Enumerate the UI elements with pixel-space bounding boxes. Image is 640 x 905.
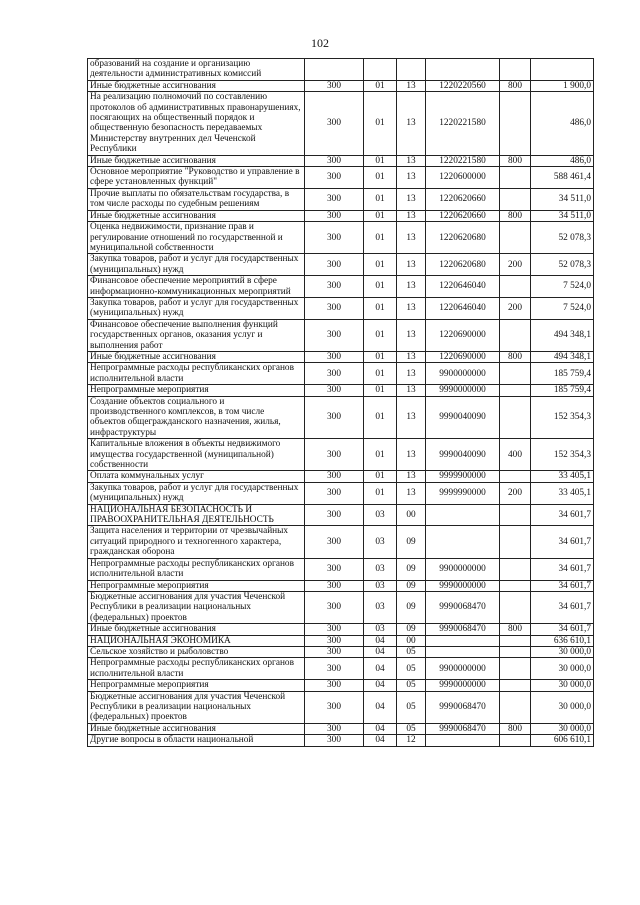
cell-csr: 1220221580 — [426, 155, 500, 166]
table-row — [88, 254, 594, 276]
cell-csr — [426, 504, 500, 526]
table-row — [88, 80, 594, 91]
cell-csr: 1220221580 — [426, 92, 500, 155]
cell-sum: 33 405,1 — [531, 482, 594, 504]
cell-csr: 9990000000 — [426, 680, 500, 691]
cell-vr — [500, 580, 531, 591]
table-row — [88, 210, 594, 221]
cell-csr: 9990000000 — [426, 580, 500, 591]
cell-sum: 52 078,3 — [531, 254, 594, 276]
cell-vr: 800 — [500, 80, 531, 91]
cell-csr: 9990068470 — [426, 691, 500, 723]
cell-csr: 1220620680 — [426, 254, 500, 276]
cell-pr: 05 — [397, 658, 426, 680]
cell-pr: 13 — [397, 188, 426, 210]
table-row — [88, 658, 594, 680]
cell-sum: 486,0 — [531, 92, 594, 155]
table-row — [88, 504, 594, 526]
cell-pr: 13 — [397, 210, 426, 221]
cell-sum: 30 000,0 — [531, 658, 594, 680]
cell-name: Капитальные вложения в объекты недвижимого имущества государственной (муниципальной) собственности — [88, 439, 305, 471]
cell-name: Закупка товаров, работ и услуг для государственных (муниципальных) нужд — [88, 297, 305, 319]
cell-name: Сельское хозяйство и рыболовство — [88, 646, 305, 657]
cell-pr: 13 — [397, 351, 426, 362]
table-row — [88, 723, 594, 734]
cell-vr — [500, 691, 531, 723]
cell-rz: 03 — [364, 580, 397, 591]
cell-csr: 1220690000 — [426, 319, 500, 351]
cell-name: Оплата коммунальных услуг — [88, 471, 305, 482]
table-row — [88, 385, 594, 396]
cell-vr — [500, 471, 531, 482]
cell-rz: 03 — [364, 504, 397, 526]
cell-ved: 300 — [305, 439, 364, 471]
cell-csr — [426, 59, 500, 81]
cell-ved: 300 — [305, 254, 364, 276]
cell-pr: 05 — [397, 723, 426, 734]
cell-rz: 03 — [364, 591, 397, 623]
table-row — [88, 482, 594, 504]
cell-rz: 01 — [364, 363, 397, 385]
cell-rz: 01 — [364, 319, 397, 351]
cell-rz — [364, 59, 397, 81]
cell-rz: 01 — [364, 80, 397, 91]
cell-name: Другие вопросы в области национальной — [88, 735, 305, 746]
cell-ved: 300 — [305, 396, 364, 439]
cell-ved: 300 — [305, 526, 364, 558]
cell-rz: 01 — [364, 92, 397, 155]
cell-sum: 494 348,1 — [531, 319, 594, 351]
cell-name: Закупка товаров, работ и услуг для государственных (муниципальных) нужд — [88, 254, 305, 276]
cell-ved: 300 — [305, 691, 364, 723]
table-row — [88, 735, 594, 746]
cell-pr: 13 — [397, 297, 426, 319]
cell-vr — [500, 396, 531, 439]
cell-ved: 300 — [305, 319, 364, 351]
cell-pr: 13 — [397, 363, 426, 385]
cell-rz: 04 — [364, 658, 397, 680]
cell-vr: 800 — [500, 723, 531, 734]
cell-name: Защита населения и территории от чрезвычайных ситуаций природного и техногенного характера, гражданская оборона — [88, 526, 305, 558]
cell-sum: 30 000,0 — [531, 723, 594, 734]
cell-vr — [500, 658, 531, 680]
cell-ved — [305, 59, 364, 81]
cell-sum: 588 461,4 — [531, 167, 594, 189]
cell-ved: 300 — [305, 385, 364, 396]
cell-ved: 300 — [305, 351, 364, 362]
cell-rz: 01 — [364, 210, 397, 221]
cell-csr: 9900000000 — [426, 658, 500, 680]
table-row — [88, 222, 594, 254]
cell-sum: 185 759,4 — [531, 385, 594, 396]
cell-rz: 04 — [364, 735, 397, 746]
cell-csr: 1220646040 — [426, 276, 500, 298]
cell-name: НАЦИОНАЛЬНАЯ БЕЗОПАСНОСТЬ И ПРАВООХРАНИТЕЛЬНАЯ ДЕЯТЕЛЬНОСТЬ — [88, 504, 305, 526]
cell-csr: 1220690000 — [426, 351, 500, 362]
cell-ved: 300 — [305, 624, 364, 635]
cell-pr: 00 — [397, 635, 426, 646]
cell-pr: 13 — [397, 385, 426, 396]
cell-pr: 09 — [397, 580, 426, 591]
cell-sum: 152 354,3 — [531, 439, 594, 471]
cell-csr: 9900000000 — [426, 558, 500, 580]
cell-csr: 9990000000 — [426, 385, 500, 396]
cell-vr: 400 — [500, 439, 531, 471]
cell-pr: 05 — [397, 646, 426, 657]
cell-vr: 200 — [500, 254, 531, 276]
cell-vr — [500, 646, 531, 657]
cell-name: Финансовое обеспечение мероприятий в сфере информационно-коммуникационных мероприятий — [88, 276, 305, 298]
table-row — [88, 646, 594, 657]
cell-ved: 300 — [305, 92, 364, 155]
cell-sum: 185 759,4 — [531, 363, 594, 385]
cell-vr — [500, 680, 531, 691]
cell-name: Закупка товаров, работ и услуг для государственных (муниципальных) нужд — [88, 482, 305, 504]
cell-name: Иные бюджетные ассигнования — [88, 155, 305, 166]
cell-vr: 800 — [500, 210, 531, 221]
cell-csr: 9990068470 — [426, 624, 500, 635]
cell-csr: 1220620660 — [426, 210, 500, 221]
cell-ved: 300 — [305, 735, 364, 746]
cell-rz: 01 — [364, 297, 397, 319]
cell-pr: 12 — [397, 735, 426, 746]
cell-name: Непрограммные расходы республиканских органов исполнительной власти — [88, 558, 305, 580]
cell-vr: 200 — [500, 297, 531, 319]
cell-pr: 05 — [397, 691, 426, 723]
table-row — [88, 188, 594, 210]
table-row — [88, 526, 594, 558]
cell-pr: 13 — [397, 80, 426, 91]
table-row — [88, 471, 594, 482]
cell-name: Непрограммные расходы республиканских органов исполнительной власти — [88, 658, 305, 680]
cell-vr: 800 — [500, 155, 531, 166]
cell-csr: 9990068470 — [426, 723, 500, 734]
cell-vr: 800 — [500, 624, 531, 635]
cell-pr: 09 — [397, 591, 426, 623]
cell-vr — [500, 276, 531, 298]
cell-name: Создание объектов социального и производственного комплексов, в том числе объектов общегражданского назначения, жилья, инфраструктуры — [88, 396, 305, 439]
cell-name: Оценка недвижимости, признание прав и регулирование отношений по государственной и муниципальной собственности — [88, 222, 305, 254]
cell-name: Бюджетные ассигнования для участия Чеченской Республики в реализации национальных (федеральных) проектов — [88, 591, 305, 623]
cell-ved: 300 — [305, 723, 364, 734]
cell-ved: 300 — [305, 558, 364, 580]
cell-pr: 13 — [397, 254, 426, 276]
cell-pr: 13 — [397, 167, 426, 189]
table-row — [88, 591, 594, 623]
cell-csr: 9990040090 — [426, 439, 500, 471]
cell-sum: 34 601,7 — [531, 624, 594, 635]
cell-csr: 9900000000 — [426, 363, 500, 385]
cell-vr — [500, 526, 531, 558]
table-row — [88, 439, 594, 471]
cell-rz: 03 — [364, 526, 397, 558]
table-row — [88, 297, 594, 319]
cell-csr — [426, 735, 500, 746]
cell-rz: 01 — [364, 276, 397, 298]
cell-csr: 9999990000 — [426, 482, 500, 504]
cell-name: образований на создание и организацию деятельности административных комиссий — [88, 59, 305, 81]
cell-rz: 01 — [364, 439, 397, 471]
cell-name: Бюджетные ассигнования для участия Чеченской Республики в реализации национальных (федеральных) проектов — [88, 691, 305, 723]
cell-sum: 30 000,0 — [531, 680, 594, 691]
cell-rz: 01 — [364, 471, 397, 482]
cell-pr: 13 — [397, 276, 426, 298]
cell-pr: 05 — [397, 680, 426, 691]
cell-name: Прочие выплаты по обязательствам государства, в том числе расходы по судебным решениям — [88, 188, 305, 210]
cell-ved: 300 — [305, 188, 364, 210]
cell-ved: 300 — [305, 471, 364, 482]
cell-name: НАЦИОНАЛЬНАЯ ЭКОНОМИКА — [88, 635, 305, 646]
cell-rz: 04 — [364, 680, 397, 691]
budget-table — [87, 58, 594, 747]
cell-csr: 1220620660 — [426, 188, 500, 210]
table-row — [88, 92, 594, 155]
cell-pr: 09 — [397, 558, 426, 580]
cell-rz: 01 — [364, 254, 397, 276]
cell-ved: 300 — [305, 658, 364, 680]
cell-sum: 1 900,0 — [531, 80, 594, 91]
cell-csr — [426, 526, 500, 558]
table-row — [88, 624, 594, 635]
cell-ved: 300 — [305, 635, 364, 646]
cell-ved: 300 — [305, 504, 364, 526]
cell-sum: 486,0 — [531, 155, 594, 166]
cell-rz: 03 — [364, 624, 397, 635]
cell-csr — [426, 635, 500, 646]
cell-name: Непрограммные мероприятия — [88, 385, 305, 396]
cell-ved: 300 — [305, 80, 364, 91]
cell-sum: 30 000,0 — [531, 691, 594, 723]
cell-pr: 13 — [397, 155, 426, 166]
cell-pr: 00 — [397, 504, 426, 526]
cell-rz: 01 — [364, 188, 397, 210]
cell-pr: 13 — [397, 439, 426, 471]
table-row — [88, 691, 594, 723]
cell-name: Иные бюджетные ассигнования — [88, 210, 305, 221]
cell-rz: 01 — [364, 482, 397, 504]
cell-rz: 03 — [364, 558, 397, 580]
table-row — [88, 351, 594, 362]
cell-vr — [500, 92, 531, 155]
cell-csr: 9990068470 — [426, 591, 500, 623]
table-row — [88, 396, 594, 439]
cell-csr: 1220620680 — [426, 222, 500, 254]
table-row — [88, 276, 594, 298]
cell-pr — [397, 59, 426, 81]
cell-ved: 300 — [305, 646, 364, 657]
cell-ved: 300 — [305, 591, 364, 623]
cell-pr: 13 — [397, 222, 426, 254]
cell-vr — [500, 591, 531, 623]
cell-rz: 01 — [364, 351, 397, 362]
cell-ved: 300 — [305, 222, 364, 254]
cell-ved: 300 — [305, 155, 364, 166]
cell-name: Непрограммные мероприятия — [88, 680, 305, 691]
cell-sum: 152 354,3 — [531, 396, 594, 439]
cell-sum: 34 511,0 — [531, 210, 594, 221]
cell-ved: 300 — [305, 210, 364, 221]
cell-vr — [500, 504, 531, 526]
cell-csr — [426, 646, 500, 657]
cell-vr — [500, 385, 531, 396]
cell-pr: 13 — [397, 482, 426, 504]
cell-name: Непрограммные расходы республиканских органов исполнительной власти — [88, 363, 305, 385]
cell-vr — [500, 363, 531, 385]
cell-sum: 7 524,0 — [531, 276, 594, 298]
table-row — [88, 580, 594, 591]
cell-sum: 34 601,7 — [531, 526, 594, 558]
cell-sum: 34 601,7 — [531, 591, 594, 623]
cell-name: На реализацию полномочий по составлению протоколов об административных правонарушениях, посягающих на общественный порядок и общественную безопасность передаваемых Министерству внутренних дел Чеченской Республики — [88, 92, 305, 155]
cell-vr — [500, 319, 531, 351]
cell-name: Иные бюджетные ассигнования — [88, 80, 305, 91]
cell-sum: 30 000,0 — [531, 646, 594, 657]
table-row — [88, 167, 594, 189]
cell-rz: 01 — [364, 167, 397, 189]
cell-ved: 300 — [305, 680, 364, 691]
table-row — [88, 635, 594, 646]
cell-pr: 13 — [397, 396, 426, 439]
cell-rz: 04 — [364, 635, 397, 646]
table-row — [88, 319, 594, 351]
cell-sum — [531, 59, 594, 81]
cell-rz: 01 — [364, 396, 397, 439]
cell-name: Иные бюджетные ассигнования — [88, 723, 305, 734]
cell-csr: 9999900000 — [426, 471, 500, 482]
cell-rz: 04 — [364, 723, 397, 734]
cell-rz: 04 — [364, 691, 397, 723]
cell-sum: 34 601,7 — [531, 504, 594, 526]
cell-sum: 34 601,7 — [531, 558, 594, 580]
table-row — [88, 59, 594, 81]
cell-vr — [500, 558, 531, 580]
cell-name: Непрограммные мероприятия — [88, 580, 305, 591]
table-row — [88, 155, 594, 166]
cell-vr: 200 — [500, 482, 531, 504]
cell-sum: 34 511,0 — [531, 188, 594, 210]
cell-csr: 1220646040 — [426, 297, 500, 319]
cell-name: Основное мероприятие "Руководство и управление в сфере установленных функций" — [88, 167, 305, 189]
cell-rz: 04 — [364, 646, 397, 657]
table-row — [88, 680, 594, 691]
cell-name: Финансовое обеспечение выполнения функций государственных органов, оказания услуг и выполнения работ — [88, 319, 305, 351]
table-row — [88, 558, 594, 580]
cell-rz: 01 — [364, 155, 397, 166]
cell-rz: 01 — [364, 222, 397, 254]
cell-pr: 13 — [397, 471, 426, 482]
cell-csr: 9990040090 — [426, 396, 500, 439]
cell-pr: 13 — [397, 92, 426, 155]
cell-pr: 09 — [397, 624, 426, 635]
cell-vr — [500, 167, 531, 189]
cell-vr — [500, 735, 531, 746]
cell-sum: 606 610,1 — [531, 735, 594, 746]
cell-vr — [500, 188, 531, 210]
cell-pr: 13 — [397, 319, 426, 351]
cell-ved: 300 — [305, 363, 364, 385]
page-number: 102 — [311, 36, 329, 50]
cell-sum: 33 405,1 — [531, 471, 594, 482]
cell-name: Иные бюджетные ассигнования — [88, 351, 305, 362]
cell-sum: 494 348,1 — [531, 351, 594, 362]
cell-sum: 34 601,7 — [531, 580, 594, 591]
table-row — [88, 363, 594, 385]
cell-ved: 300 — [305, 167, 364, 189]
cell-ved: 300 — [305, 276, 364, 298]
cell-vr: 800 — [500, 351, 531, 362]
cell-vr — [500, 222, 531, 254]
cell-vr — [500, 635, 531, 646]
cell-sum: 52 078,3 — [531, 222, 594, 254]
cell-sum: 7 524,0 — [531, 297, 594, 319]
cell-ved: 300 — [305, 482, 364, 504]
cell-pr: 09 — [397, 526, 426, 558]
cell-ved: 300 — [305, 297, 364, 319]
cell-ved: 300 — [305, 580, 364, 591]
cell-name: Иные бюджетные ассигнования — [88, 624, 305, 635]
cell-rz: 01 — [364, 385, 397, 396]
cell-sum: 636 610,1 — [531, 635, 594, 646]
cell-csr: 1220600000 — [426, 167, 500, 189]
cell-csr: 1220220560 — [426, 80, 500, 91]
cell-vr — [500, 59, 531, 81]
